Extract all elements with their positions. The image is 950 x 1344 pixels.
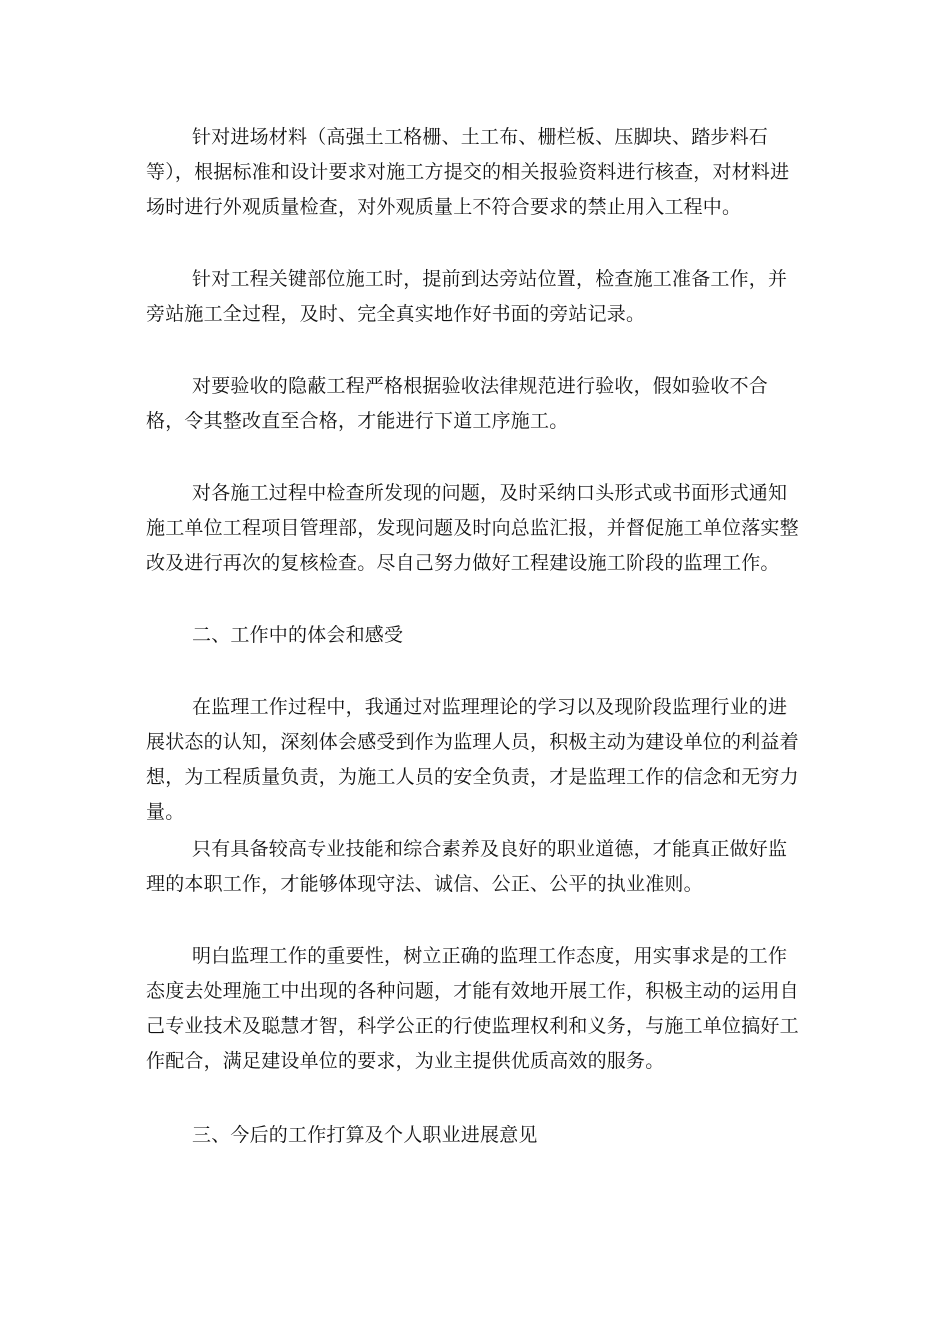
- paragraph-key-parts-supervision: 针对工程关键部位施工时，提前到达旁站位置，检查施工准备工作，并旁站施工全过程，及时、完全真实地作好书面的旁站记录。: [146, 268, 788, 325]
- paragraph-work-experience: 在监理工作过程中，我通过对监理理论的学习以及现阶段监理行业的进展状态的认知，深刻体会感受到作为监理人员，积极主动为建设单位的利益着想，为工程质量负责，为施工人员的安全负责，才是监理工作的信念和无穷力量。: [146, 696, 799, 823]
- section-heading-2: 二、工作中的体会和感受: [192, 624, 404, 646]
- paragraph-problem-reporting: 对各施工过程中检查所发现的问题，及时采纳口头形式或书面形式通知施工单位工程项目管理部，发现问题及时向总监汇报，并督促施工单位落实整改及进行再次的复核检查。尽自己努力做好工程建设施工阶段的监理工作。: [146, 482, 799, 574]
- paragraph-work-attitude: 明白监理工作的重要性，树立正确的监理工作态度，用实事求是的工作态度去处理施工中出现的各种问题，才能有效地开展工作，积极主动的运用自己专业技术及聪慧才智，科学公正的行使监理权利和义务，与施工单位搞好工作配合，满足建设单位的要求，为业主提供优质高效的服务。: [146, 945, 799, 1072]
- section-heading-3: 三、今后的工作打算及个人职业进展意见: [192, 1124, 538, 1146]
- paragraph-materials-inspection: 针对进场材料（高强土工格栅、土工布、栅栏板、压脚块、踏步料石等），根据标准和设计要求对施工方提交的相关报验资料进行核查，对材料进场时进行外观质量检查，对外观质量上不符合要求的禁止用入工程中。: [146, 126, 790, 218]
- paragraph-professional-ethics: 只有具备较高专业技能和综合素养及良好的职业道德，才能真正做好监理的本职工作，才能够体现守法、诚信、公正、公平的执业准则。: [146, 838, 788, 895]
- paragraph-hidden-works-acceptance: 对要验收的隐蔽工程严格根据验收法律规范进行验收，假如验收不合格，令其整改直至合格，才能进行下道工序施工。: [146, 375, 769, 432]
